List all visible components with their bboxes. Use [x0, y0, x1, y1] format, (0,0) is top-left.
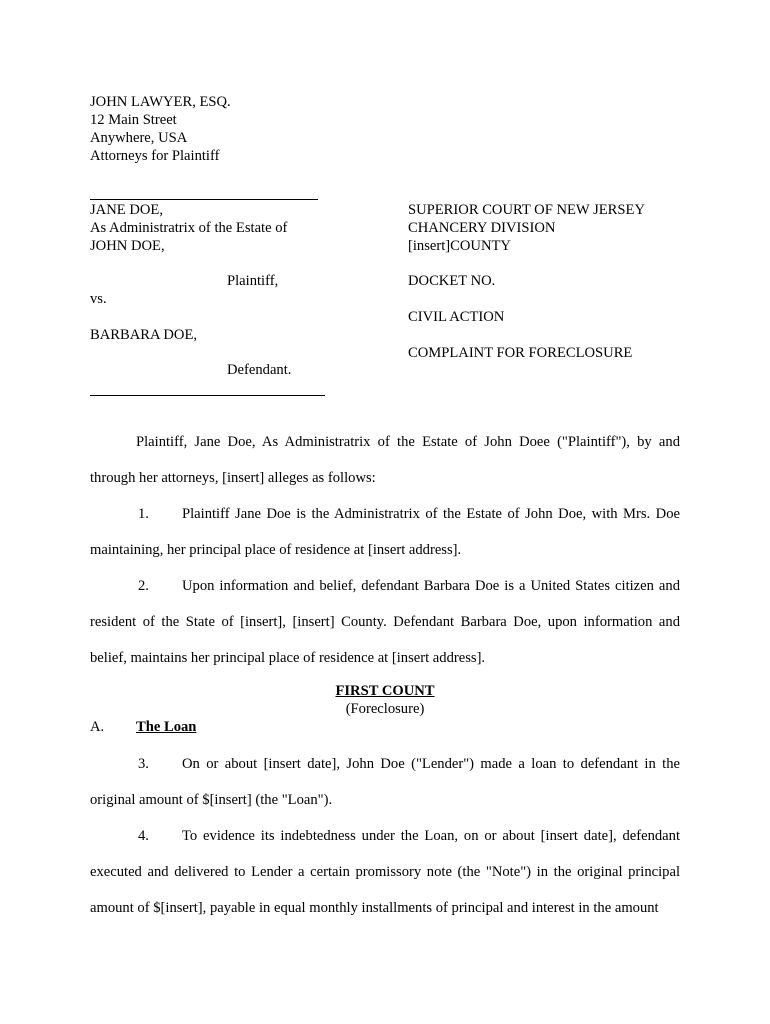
defendant-name: BARBARA DOE, — [90, 327, 198, 343]
count-subtitle: (Foreclosure) — [345, 701, 425, 717]
court-county: [insert]COUNTY — [408, 238, 511, 254]
caption-bottom-rule — [90, 395, 325, 396]
count-title: FIRST COUNT — [335, 683, 435, 699]
attorney-street: 12 Main Street — [90, 112, 177, 128]
complaint-title: COMPLAINT FOR FORECLOSURE — [408, 345, 633, 361]
civil-action: CIVIL ACTION — [408, 309, 505, 325]
paragraph-1 — [90, 496, 680, 568]
plaintiff-capacity: As Administratrix of the Estate of — [90, 220, 288, 236]
docket-number: DOCKET NO. — [408, 273, 496, 289]
paragraph-number: 1. — [138, 506, 149, 522]
court-name: SUPERIOR COURT OF NEW JERSEY — [408, 202, 645, 218]
intro-paragraph: Plaintiff, Jane Doe, As Administratrix of the Estate of John Doee ("Plaintiff"), by and through her attorneys, [insert] alleges as follows: — [90, 434, 680, 486]
paragraph-number: 2. — [138, 578, 149, 594]
plaintiff-label: Plaintiff, — [227, 273, 279, 289]
section-letter: A. — [90, 719, 105, 735]
caption-top-rule — [90, 199, 318, 200]
count-heading — [90, 683, 680, 700]
paragraph-4 — [90, 818, 680, 926]
court-division: CHANCERY DIVISION — [408, 220, 556, 236]
paragraph-text: On or about [insert date], John Doe ("Lender") made a loan to defendant in the original amount of $[insert] (the "Loan"). — [90, 756, 680, 808]
paragraph-3 — [90, 746, 680, 818]
paragraph-2 — [90, 568, 680, 676]
paragraph-text: Plaintiff Jane Doe is the Administratrix of the Estate of John Doe, with Mrs. Doe maintaining, her principal place of residence at [insert address]. — [90, 506, 680, 558]
paragraph-text: Upon information and belief, defendant Barbara Doe is a United States citizen and resident of the State of [insert], [insert] County. Defendant Barbara Doe, upon information and belief, maintains her principal place of residence at [insert address]. — [90, 578, 680, 666]
estate-name: JOHN DOE, — [90, 238, 165, 254]
attorney-name: JOHN LAWYER, ESQ. — [90, 94, 231, 110]
plaintiff-name: JANE DOE, — [90, 202, 163, 218]
paragraph-text: To evidence its indebtedness under the Loan, on or about [insert date], defendant executed and delivered to Lender a certain promissory note (the "Note") in the original principal amount of $[insert], payable in equal monthly installments of principal and interest in the amount — [90, 828, 680, 916]
attorney-role: Attorneys for Plaintiff — [90, 148, 220, 164]
defendant-label: Defendant. — [227, 362, 292, 378]
paragraph-number: 3. — [138, 756, 149, 772]
versus: vs. — [90, 291, 107, 307]
section-title: The Loan — [136, 719, 197, 735]
attorney-city: Anywhere, USA — [90, 130, 188, 146]
paragraph-number: 4. — [138, 828, 149, 844]
